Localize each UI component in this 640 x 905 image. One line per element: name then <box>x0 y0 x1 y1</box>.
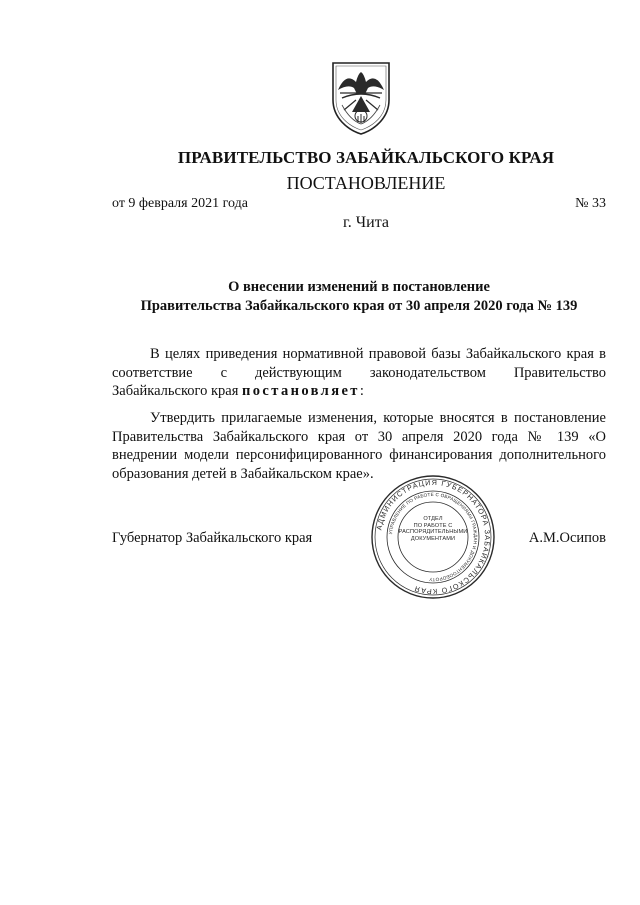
stamp-center-line-3: РАСПОРЯДИТЕЛЬНЫМИ <box>398 529 468 536</box>
stamp-center-text <box>398 516 468 542</box>
signer-title: Губернатор Забайкальского края <box>112 530 313 546</box>
subject-line-2: Правительства Забайкальского края от 30 апреля 2020 года № 139 <box>140 298 578 314</box>
round-seal-stamp <box>370 474 496 600</box>
preamble-end: : <box>359 383 364 399</box>
document-number: № 33 <box>575 196 606 211</box>
document-subject <box>112 278 606 316</box>
paragraph-resolution <box>112 409 606 483</box>
document-type: ПОСТАНОВЛЕНИЕ <box>286 173 446 193</box>
stamp-center-line-1: ОТДЕЛ <box>423 516 443 522</box>
resolution-text: Утвердить прилагаемые изменения, которые вносятся в постановление Правительства Забайкальского края от 30 апреля 2020 года № 139 «О внедрении модели персонифицированного финансирования дополнительного образования детей в Забайкальском крае». <box>112 410 606 482</box>
coat-of-arms-icon <box>330 60 392 136</box>
subject-line-1: О внесении изменений в постановление <box>228 279 490 295</box>
document-city: г. Чита <box>342 214 389 231</box>
stamp-center-line-2: ПО РАБОТЕ С <box>413 522 453 529</box>
preamble-emphasis: постановляет <box>242 383 360 399</box>
government-title: ПРАВИТЕЛЬСТВО ЗАБАЙКАЛЬСКОГО КРАЯ <box>177 148 555 167</box>
stamp-outer-ring-text: АДМИНИСТРАЦИЯ ГУБЕРНАТОРА ЗАБАЙКАЛЬСКОГО КРАЯ <box>374 477 493 597</box>
document-date: от 9 февраля 2021 года <box>112 196 248 211</box>
signer-name: А.М.Осипов <box>528 530 606 546</box>
paragraph-preamble <box>112 345 606 401</box>
stamp-inner-ring-text: УПРАВЛЕНИЕ ПО РАБОТЕ С ОБРАЩЕНИЯМИ ГРАЖДАН И ДОКУМЕНТООБОРОТУ <box>388 491 479 583</box>
preamble-text: В целях приведения нормативной правовой базы Забайкальского края в соответствие с действующим законодательством Правительство Забайкальского края <box>112 346 606 399</box>
stamp-center-line-4: ДОКУМЕНТАМИ <box>410 535 456 542</box>
